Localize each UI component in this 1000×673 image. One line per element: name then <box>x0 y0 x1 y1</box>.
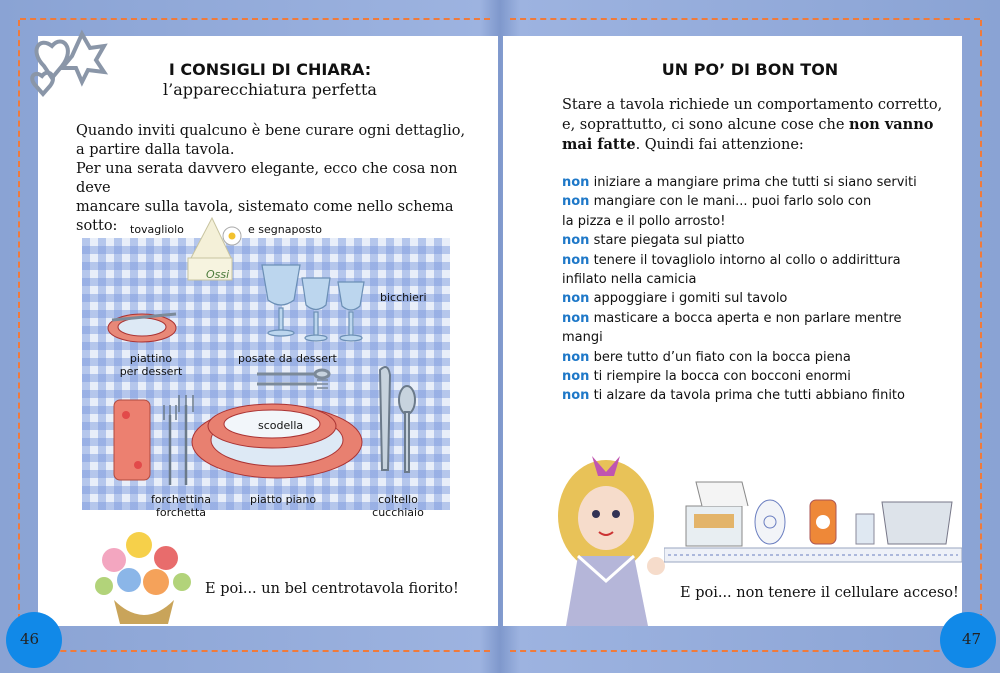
page-number-right <box>940 612 996 668</box>
rules-list <box>562 173 962 406</box>
left-title: I CONSIGLI DI CHIARA: <box>168 60 372 79</box>
label-line: coltello <box>378 493 418 506</box>
stitch-bottom-right <box>510 650 980 652</box>
knife-spoon-icon <box>380 367 415 472</box>
intro-line: Per una serata davvero elegante, ecco che cosa non deve <box>76 161 458 196</box>
dessert-cutlery-icon <box>257 370 329 388</box>
label-scodella: scodella <box>258 419 304 432</box>
label-line: cucchiaio <box>372 506 424 519</box>
rule-non-keyword: non <box>562 310 590 326</box>
intro-text: e, soprattutto, ci sono alcune cose che <box>562 117 845 133</box>
rule-text: appoggiare i gomiti sul tavolo <box>589 291 788 307</box>
right-intro <box>562 96 962 155</box>
rule-line <box>562 173 962 192</box>
label-posate-dessert: posate da dessert <box>238 352 337 365</box>
rule-text: iniziare a mangiare prima che tutti si siano serviti <box>589 175 917 190</box>
label-coltello-cucchiaio <box>368 493 428 519</box>
rule-line <box>562 289 962 308</box>
rule-text: la pizza e il pollo arrosto! <box>562 213 726 229</box>
rule-line <box>562 348 962 367</box>
rule-non-keyword: non <box>562 349 590 365</box>
side-napkin-icon <box>114 400 150 480</box>
stitch-top-left <box>20 18 490 20</box>
flower-centerpiece-icon <box>84 520 204 630</box>
forks-icon <box>164 395 193 485</box>
label-piattino <box>118 352 184 378</box>
page-number-text: 46 <box>20 630 40 648</box>
rule-text: mangiare con le mani... puoi farlo solo con <box>589 194 872 210</box>
doll-icon <box>544 436 674 626</box>
rule-text: ti alzare da tavola prima che tutti abbiano finito <box>589 388 905 404</box>
glasses-icon <box>262 265 364 341</box>
label-piatto-piano: piatto piano <box>250 493 317 506</box>
intro-bold: mai fatte <box>562 136 636 153</box>
rule-line <box>562 231 962 250</box>
intro-line: mancare sulla tavola, sistemato come nello schema sotto: <box>76 199 454 234</box>
rule-line <box>562 192 962 211</box>
rule-line <box>562 367 962 386</box>
label-line: forchetta <box>155 506 207 519</box>
label-line: piattino <box>129 352 173 365</box>
label-line: per dessert <box>119 365 183 378</box>
left-subtitle: l’apparecchiatura perfetta <box>163 80 377 99</box>
stitch-left <box>18 20 20 620</box>
dessert-plate-icon <box>108 314 176 342</box>
rule-non-keyword: non <box>562 369 590 385</box>
rule-text: infilato nella camicia <box>562 272 697 288</box>
label-line: forchettina <box>150 493 212 506</box>
label-segnaposto: e segnaposto <box>248 223 322 236</box>
right-title: UN PO’ DI BON TON <box>661 60 839 79</box>
label-tovagliolo: tovagliolo <box>130 223 184 236</box>
plates-icon <box>192 404 362 478</box>
rule-non-keyword: non <box>562 252 590 268</box>
intro-text: . Quindi fai attenzione: <box>635 137 804 153</box>
intro-line: a partire dalla tavola. <box>76 142 235 158</box>
rule-line <box>562 270 962 289</box>
rule-text: bere tutto d’un fiato con la bocca piena <box>589 349 851 365</box>
left-caption: E poi... un bel centrotavola fiorito! <box>205 581 459 597</box>
rule-line <box>562 251 962 270</box>
rule-text: stare piegata sul piatto <box>589 233 745 249</box>
stitch-top-right <box>510 18 980 20</box>
rule-non-keyword: non <box>562 194 590 210</box>
rule-text: masticare a bocca aperta e non parlare mentre <box>589 310 902 326</box>
kitchen-shelf-icon <box>664 476 962 566</box>
page-number-text: 47 <box>962 630 982 648</box>
rule-text: mangi <box>562 330 603 346</box>
page-number-left <box>6 612 62 668</box>
stitch-bottom-left <box>20 650 490 652</box>
rule-non-keyword: non <box>562 291 590 307</box>
place-card-text: Ossi <box>206 268 230 281</box>
rule-line <box>562 212 962 231</box>
intro-line: Quando inviti qualcuno è bene curare ogni dettaglio, <box>76 123 466 139</box>
right-caption: E poi... non tenere il cellulare acceso! <box>680 585 959 601</box>
rule-line <box>562 386 962 405</box>
label-forchette <box>146 493 216 519</box>
rule-non-keyword: non <box>562 233 590 249</box>
rule-line <box>562 309 962 328</box>
cookie-cutters-icon <box>24 26 114 106</box>
intro-bold: non vanno <box>849 116 934 133</box>
rule-non-keyword: non <box>562 175 590 190</box>
rule-text: tenere il tovagliolo intorno al collo o addirittura <box>589 252 901 268</box>
rule-non-keyword: non <box>562 388 590 404</box>
label-bicchieri: bicchieri <box>380 291 427 304</box>
intro-line: Stare a tavola richiede un comportamento corretto, <box>562 97 943 113</box>
stitch-right <box>980 20 982 620</box>
rule-text: ti riempire la bocca con bocconi enormi <box>589 369 851 385</box>
rule-line <box>562 328 962 347</box>
